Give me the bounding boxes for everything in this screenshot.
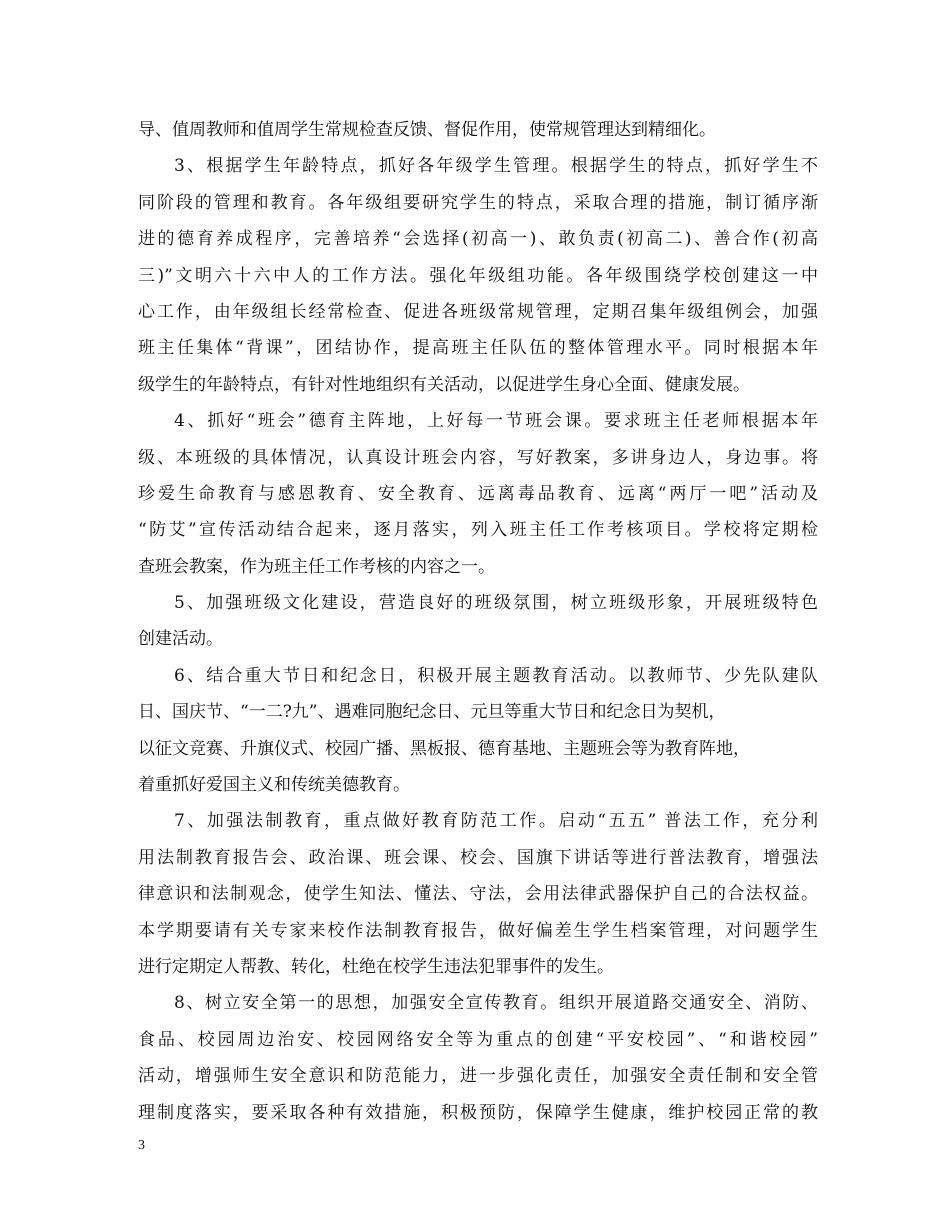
text-line: 同阶段的管理和教育。各年级组要研究学生的特点，采取合理的措施，制订循序渐 xyxy=(138,192,818,213)
text-line: 本学期要请有关专家来校作法制教育报告，做好偏差生学生档案管理，对问题学生 xyxy=(138,920,818,941)
text-line: 用法制教育报告会、政治课、班会课、校会、国旗下讲话等进行普法教育，增强法 xyxy=(138,847,818,868)
body-text xyxy=(138,112,818,1131)
text-line: 活动，增强师生安全意识和防范能力，进一步强化责任，加强安全责任制和安全管 xyxy=(138,1066,818,1087)
text-line: 进行定期定人帮教、转化，杜绝在校学生违法犯罪事件的发生。 xyxy=(138,956,614,977)
text-line: 着重抓好爱国主义和传统美德教育。 xyxy=(138,775,410,796)
text-line: 3、根据学生年龄特点，抓好各年级学生管理。根据学生的特点，抓好学生不 xyxy=(174,156,818,177)
text-line: 食品、校园周边治安、校园网络安全等为重点的创建“平安校园”、“和谐校园” xyxy=(138,1029,818,1050)
page-number: 3 xyxy=(138,1138,145,1153)
text-line: 5、加强班级文化建设，营造良好的班级氛围，树立班级形象，开展班级特色 xyxy=(174,593,818,614)
text-line: “防艾”宣传活动结合起来，逐月落实，列入班主任工作考核项目。学校将定期检 xyxy=(138,520,818,541)
text-line: 律意识和法制观念，使学生知法、懂法、守法，会用法律武器保护自己的合法权益。 xyxy=(138,884,818,905)
text-line: 4、抓好“班会”德育主阵地，上好每一节班会课。要求班主任老师根据本年 xyxy=(174,411,818,432)
text-line: 进的德育养成程序，完善培养“会选择(初高一)、敢负责(初高二)、善合作(初高 xyxy=(138,229,818,250)
text-line: 7、加强法制教育，重点做好教育防范工作。启动“五五” 普法工作，充分利 xyxy=(174,811,818,832)
text-line: 心工作，由年级组长经常检查、促进各班级常规管理，定期召集年级组例会，加强 xyxy=(138,301,818,322)
text-line: 创建活动。 xyxy=(138,629,223,650)
text-line: 班主任集体“背课”，团结协作，提高班主任队伍的整体管理水平。同时根据本年 xyxy=(138,338,818,359)
text-line: 理制度落实，要采取各种有效措施，积极预防，保障学生健康，维护校园正常的教 xyxy=(138,1102,818,1123)
text-line: 以征文竞赛、升旗仪式、校园广播、黑板报、德育基地、主题班会等为教育阵地， xyxy=(138,738,750,759)
text-line: 级学生的年龄特点，有针对性地组织有关活动，以促进学生身心全面、健康发展。 xyxy=(138,374,750,395)
text-line: 级、本班级的具体情况，认真设计班会内容，写好教案，多讲身边人，身边事。将 xyxy=(138,447,818,468)
text-line: 珍爱生命教育与感恩教育、安全教育、远离毒品教育、远离“两厅一吧”活动及 xyxy=(138,483,818,504)
text-line: 查班会教案，作为班主任工作考核的内容之一。 xyxy=(138,556,495,577)
text-line: 导、值周教师和值周学生常规检查反馈、督促作用，使常规管理达到精细化。 xyxy=(138,120,716,140)
text-line: 日、国庆节、“一二?九”、遇难同胞纪念日、元旦等重大节日和纪念日为契机， xyxy=(138,702,726,723)
text-line: 6、结合重大节日和纪念日，积极开展主题教育活动。以教师节、少先队建队 xyxy=(174,665,818,686)
text-line: 三)”文明六十六中人的工作方法。强化年级组功能。各年级围绕学校创建这一中 xyxy=(138,265,818,286)
text-line: 8、树立安全第一的思想，加强安全宣传教育。组织开展道路交通安全、消防、 xyxy=(174,993,818,1014)
